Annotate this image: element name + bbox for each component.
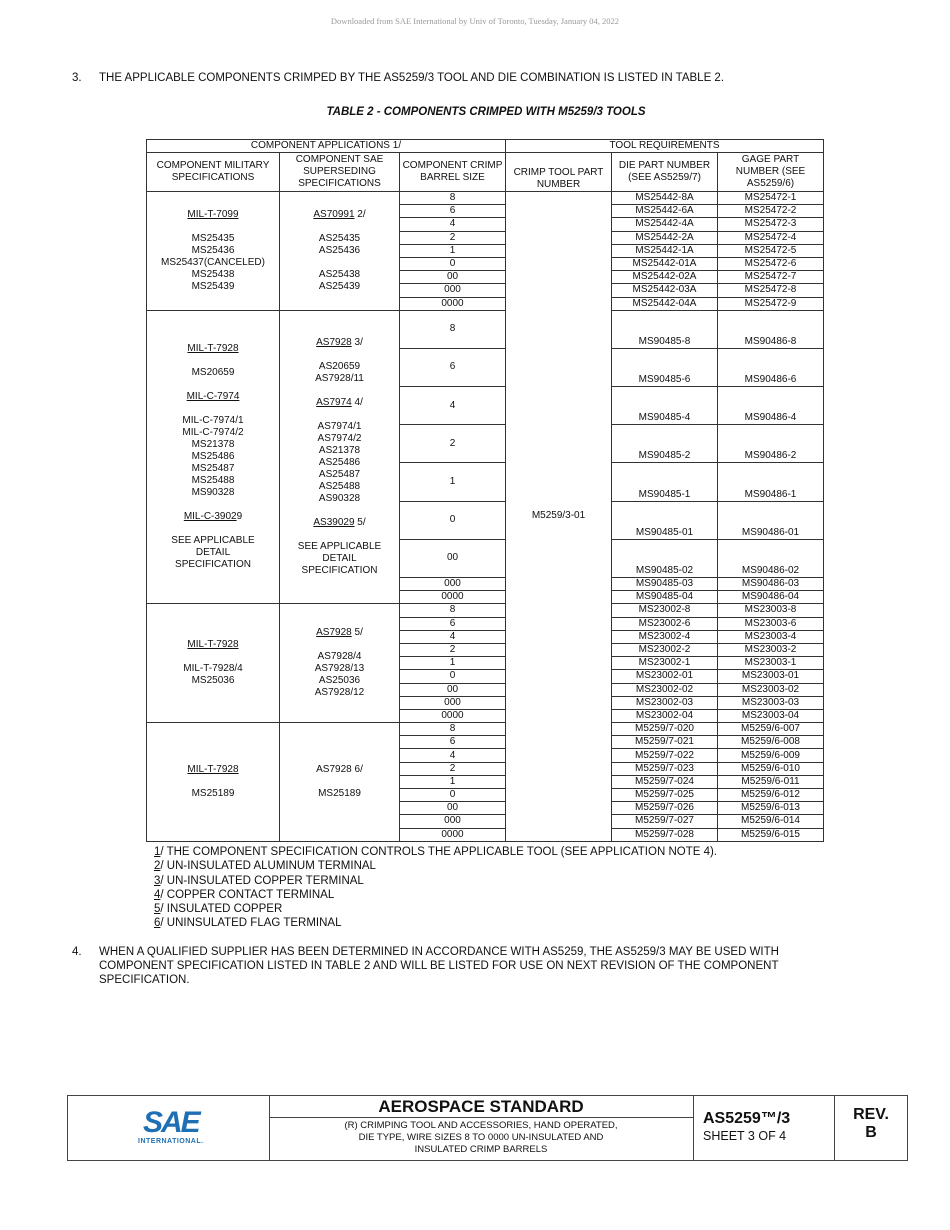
sae-spec: AS25486 (318, 457, 361, 469)
crimp-barrel-size: 0000 (400, 297, 506, 310)
crimp-barrel-size: 6 (400, 617, 506, 630)
crimp-barrel-size: 0 (400, 501, 506, 539)
note-number: 2 (154, 860, 161, 873)
document-type: AEROSPACE STANDARD (269, 1096, 693, 1118)
crimp-barrel-size: 2 (400, 762, 506, 775)
sae-spec: SPECIFICATION (301, 565, 378, 577)
sae-spec: SEE APPLICABLE (297, 541, 382, 553)
military-spec: MIL-C-7974/2 (182, 427, 244, 439)
die-part-number: MS23002-01 (612, 670, 718, 683)
military-spec: MIL-T-7099 (187, 208, 239, 220)
military-spec: MIL-T-7928/4 (183, 663, 243, 675)
die-part-number: M5259/7-022 (612, 749, 718, 762)
military-spec: MS25437(CANCELED) (161, 256, 265, 268)
column-header-row (147, 153, 824, 192)
paragraph-3 (72, 71, 852, 85)
crimp-barrel-size: 0000 (400, 709, 506, 722)
crimp-barrel-size: 8 (400, 192, 506, 205)
military-spec: SPECIFICATION (175, 559, 251, 571)
note-number: 1 (154, 846, 161, 858)
crimp-barrel-size: 4 (400, 630, 506, 643)
die-part-number: MS23002-02 (612, 683, 718, 696)
crimp-barrel-size: 8 (400, 310, 506, 348)
sae-spec: DETAIL (322, 553, 357, 565)
sae-spec: AS7928 5/ (316, 627, 363, 639)
die-part-number: MS90485-03 (612, 578, 718, 591)
gage-part-number: MS23003-04 (718, 709, 824, 722)
crimp-barrel-size: 1 (400, 463, 506, 501)
military-spec: MIL-C-39029 (183, 511, 243, 523)
military-spec (148, 379, 278, 391)
col-header-crimp-tool: CRIMP TOOL PART NUMBER (506, 153, 612, 192)
sae-spec: AS20659 (318, 361, 361, 373)
gage-part-number: MS90486-4 (718, 387, 824, 425)
sae-spec: AS7928/4 (317, 651, 362, 663)
sae-specs-cell (280, 723, 400, 842)
sheet-number: SHEET 3 OF 4 (703, 1129, 787, 1143)
sae-spec (281, 385, 398, 397)
paragraph-number: 4. (72, 946, 82, 958)
military-spec: MS25436 (191, 244, 235, 256)
crimp-barrel-size: 1 (400, 244, 506, 257)
die-part-number: MS90485-6 (612, 348, 718, 386)
table-row (147, 604, 824, 617)
sae-spec: AS25436 (318, 244, 361, 256)
die-part-number: MS25442-2A (612, 231, 718, 244)
title-cell (269, 1096, 694, 1160)
sae-spec: AS39029 5/ (313, 517, 366, 529)
paragraph-4 (72, 945, 852, 987)
gage-part-number: MS90486-8 (718, 310, 824, 348)
military-spec: MS25438 (191, 268, 235, 280)
military-spec (148, 355, 278, 367)
sae-spec: AS7974/1 (317, 421, 362, 433)
note-number: 3 (154, 874, 161, 887)
table-title: TABLE 2 - COMPONENTS CRIMPED WITH M5259/3 TOOLS (326, 106, 646, 118)
military-specs-cell (147, 310, 280, 604)
gage-part-number: M5259/6-010 (718, 762, 824, 775)
revision-letter: B (865, 1124, 877, 1141)
military-spec: MS25439 (191, 280, 235, 292)
document-number-cell (694, 1096, 835, 1160)
title-block (67, 1095, 908, 1161)
sae-spec: AS7928/13 (314, 663, 365, 675)
crimp-barrel-size: 6 (400, 348, 506, 386)
die-part-number: MS25442-04A (612, 297, 718, 310)
gage-part-number: MS25472-8 (718, 284, 824, 297)
table-row (147, 192, 824, 205)
sae-spec (281, 409, 398, 421)
sae-spec (281, 529, 398, 541)
die-part-number: M5259/7-021 (612, 736, 718, 749)
military-spec: MS25486 (191, 451, 235, 463)
die-part-number: MS25442-01A (612, 257, 718, 270)
military-spec: SEE APPLICABLE (171, 535, 255, 547)
sae-spec (281, 257, 398, 269)
sae-spec: AS25438 (318, 268, 361, 280)
crimp-barrel-size: 2 (400, 425, 506, 463)
table-note: 4/ COPPER CONTACT TERMINAL (154, 888, 335, 901)
crimp-barrel-size: 2 (400, 643, 506, 656)
military-spec: MIL-C-7974/1 (182, 415, 244, 427)
table-row (147, 723, 824, 736)
sae-spec (281, 776, 398, 788)
table-note: 5/ INSULATED COPPER (154, 903, 283, 916)
die-part-number: MS90485-4 (612, 387, 718, 425)
document-description (269, 1120, 693, 1156)
gage-part-number: MS90486-03 (718, 578, 824, 591)
military-spec: MS90328 (191, 487, 235, 499)
sae-spec (281, 221, 398, 233)
sae-spec: AS25435 (318, 232, 361, 244)
gage-part-number: M5259/6-007 (718, 723, 824, 736)
sae-logo (138, 1108, 204, 1145)
sae-spec: AS7974 4/ (316, 397, 363, 409)
crimp-barrel-size: 6 (400, 736, 506, 749)
description-line: DIE TYPE, WIRE SIZES 8 TO 0000 UN-INSULATED AND (358, 1132, 604, 1143)
crimp-barrel-size: 00 (400, 271, 506, 284)
die-part-number: MS25442-1A (612, 244, 718, 257)
crimp-barrel-size: 0 (400, 257, 506, 270)
download-watermark: Downloaded from SAE International by Univ of Toronto, Tuesday, January 04, 2022 (330, 16, 620, 26)
gage-part-number: MS25472-4 (718, 231, 824, 244)
sae-spec: AS70991 2/ (313, 208, 366, 220)
sae-spec: AS7974/2 (317, 433, 362, 445)
military-spec (148, 651, 278, 663)
die-part-number: MS25442-4A (612, 218, 718, 231)
die-part-number: MS23002-4 (612, 630, 718, 643)
military-spec: DETAIL (195, 547, 231, 559)
gage-part-number: M5259/6-008 (718, 736, 824, 749)
crimp-barrel-size: 0 (400, 789, 506, 802)
crimp-barrel-size: 8 (400, 723, 506, 736)
sae-spec: AS25036 (318, 675, 361, 687)
table-note: 3/ UN-INSULATED COPPER TERMINAL (154, 874, 364, 887)
die-part-number: MS25442-6A (612, 205, 718, 218)
sae-spec: AS90328 (318, 493, 361, 505)
military-spec: MS25487 (191, 463, 235, 475)
sae-spec: AS7928 6/ (316, 763, 363, 775)
sae-spec (281, 639, 398, 651)
crimp-barrel-size: 0000 (400, 828, 506, 841)
military-spec: MS25036 (191, 675, 235, 687)
description-line: INSULATED CRIMP BARRELS (414, 1144, 548, 1155)
sae-spec: AS25439 (318, 280, 361, 292)
gage-part-number: M5259/6-009 (718, 749, 824, 762)
col-header-military: COMPONENT MILITARY SPECIFICATIONS (147, 153, 280, 192)
military-specs-cell (147, 723, 280, 842)
die-part-number: MS23002-1 (612, 657, 718, 670)
crimp-barrel-size: 000 (400, 815, 506, 828)
gage-part-number: MS25472-5 (718, 244, 824, 257)
military-spec: MIL-T-7928 (187, 763, 239, 775)
paragraph-text: THE APPLICABLE COMPONENTS CRIMPED BY THE AS5259/3 TOOL AND DIE COMBINATION IS LISTED IN TABLE 2. (99, 72, 725, 84)
gage-part-number: MS23003-6 (718, 617, 824, 630)
crimp-barrel-size: 1 (400, 657, 506, 670)
gage-part-number: M5259/6-013 (718, 802, 824, 815)
gage-part-number: MS25472-2 (718, 205, 824, 218)
die-part-number: MS23002-8 (612, 604, 718, 617)
crimp-barrel-size: 000 (400, 284, 506, 297)
sae-spec: AS21378 (318, 445, 361, 457)
die-part-number: M5259/7-020 (612, 723, 718, 736)
gage-part-number: MS23003-2 (718, 643, 824, 656)
die-part-number: MS25442-03A (612, 284, 718, 297)
gage-part-number: MS90486-1 (718, 463, 824, 501)
note-number: 4 (154, 888, 161, 901)
crimp-barrel-size: 000 (400, 696, 506, 709)
crimp-barrel-size: 00 (400, 683, 506, 696)
components-table (146, 139, 824, 842)
die-part-number: M5259/7-024 (612, 775, 718, 788)
description-line: (R) CRIMPING TOOL AND ACCESSORIES, HAND OPERATED, (344, 1120, 618, 1131)
military-spec (148, 403, 278, 415)
sae-specs-cell (280, 604, 400, 723)
gage-part-number: M5259/6-015 (718, 828, 824, 841)
crimp-barrel-size: 2 (400, 231, 506, 244)
die-part-number: MS25442-8A (612, 192, 718, 205)
military-spec (148, 499, 278, 511)
gage-part-number: MS25472-9 (718, 297, 824, 310)
table-header-row (147, 140, 824, 153)
die-part-number: M5259/7-026 (612, 802, 718, 815)
military-spec (148, 776, 278, 788)
sae-spec: AS7928/12 (314, 687, 365, 699)
table-note: 2/ UN-INSULATED ALUMINUM TERMINAL (154, 860, 376, 873)
gage-part-number: MS25472-6 (718, 257, 824, 270)
component-applications-header: COMPONENT APPLICATIONS 1/ (147, 140, 506, 153)
gage-part-number: MS23003-02 (718, 683, 824, 696)
sae-spec: AS7928/11 (315, 373, 364, 385)
die-part-number: MS23002-03 (612, 696, 718, 709)
sae-spec: AS25488 (318, 481, 361, 493)
military-spec (148, 221, 278, 233)
die-part-number: MS90485-01 (612, 501, 718, 539)
gage-part-number: MS23003-01 (718, 670, 824, 683)
gage-part-number: MS23003-03 (718, 696, 824, 709)
die-part-number: MS90485-04 (612, 591, 718, 604)
die-part-number: MS90485-8 (612, 310, 718, 348)
die-part-number: MS90485-1 (612, 463, 718, 501)
crimp-barrel-size: 0000 (400, 591, 506, 604)
gage-part-number: MS25472-3 (718, 218, 824, 231)
gage-part-number: MS23003-4 (718, 630, 824, 643)
gage-part-number: MS25472-1 (718, 192, 824, 205)
die-part-number: M5259/7-028 (612, 828, 718, 841)
col-header-die: DIE PART NUMBER (SEE AS5259/7) (612, 153, 718, 192)
table-note: 6/ UNINSULATED FLAG TERMINAL (154, 917, 342, 930)
gage-part-number: M5259/6-011 (718, 775, 824, 788)
crimp-barrel-size: 4 (400, 218, 506, 231)
logo-cell (68, 1096, 270, 1160)
military-spec: MIL-T-7928 (187, 343, 239, 355)
sae-spec: MS25189 (318, 787, 361, 799)
military-spec: MS21378 (191, 439, 235, 451)
gage-part-number: MS90486-2 (718, 425, 824, 463)
tool-requirements-header: TOOL REQUIREMENTS (506, 140, 824, 153)
crimp-barrel-size: 4 (400, 387, 506, 425)
gage-part-number: MS90486-02 (718, 539, 824, 577)
crimp-barrel-size: 00 (400, 539, 506, 577)
sae-specs-cell (280, 310, 400, 604)
sae-logo-mark: SAE (142, 1106, 199, 1139)
table-notes (154, 845, 717, 931)
crimp-barrel-size: 00 (400, 802, 506, 815)
sae-specs-cell (280, 192, 400, 311)
col-header-gage: GAGE PART NUMBER (SEE AS5259/6) (718, 153, 824, 192)
sae-spec (281, 349, 398, 361)
gage-part-number: MS90486-04 (718, 591, 824, 604)
die-part-number: M5259/7-027 (612, 815, 718, 828)
die-part-number: MS25442-02A (612, 271, 718, 284)
col-header-sae: COMPONENT SAE SUPERSEDING SPECIFICATIONS (280, 153, 400, 192)
die-part-number: MS90485-02 (612, 539, 718, 577)
gage-part-number: MS25472-7 (718, 271, 824, 284)
gage-part-number: M5259/6-014 (718, 815, 824, 828)
gage-part-number: MS23003-8 (718, 604, 824, 617)
paragraph-text: WHEN A QUALIFIED SUPPLIER HAS BEEN DETERMINED IN ACCORDANCE WITH AS5259, THE AS5259/3 MAY BE USED WITH COMPONENT SPECIFICATION LISTED IN TABLE 2 AND WILL BE LISTED FOR USE ON NEXT REVISION OF THE COMPONENT SPECIFICATION. (99, 946, 779, 986)
die-part-number: MS23002-04 (612, 709, 718, 722)
sae-spec (281, 505, 398, 517)
military-spec (148, 523, 278, 535)
sae-spec: AS25487 (318, 469, 361, 481)
die-part-number: M5259/7-025 (612, 789, 718, 802)
crimp-barrel-size: 000 (400, 578, 506, 591)
military-specs-cell (147, 604, 280, 723)
military-spec: MIL-T-7928 (187, 639, 239, 651)
gage-part-number: M5259/6-012 (718, 789, 824, 802)
sae-spec: AS7928 3/ (316, 337, 363, 349)
military-spec: MS20659 (191, 367, 235, 379)
die-part-number: MS23002-6 (612, 617, 718, 630)
military-specs-cell (147, 192, 280, 311)
gage-part-number: MS90486-01 (718, 501, 824, 539)
military-spec: MS25435 (191, 232, 235, 244)
note-number: 5 (154, 903, 161, 916)
military-spec: MIL-C-7974 (186, 391, 240, 403)
crimp-barrel-size: 4 (400, 749, 506, 762)
table-note: 1/ THE COMPONENT SPECIFICATION CONTROLS THE APPLICABLE TOOL (SEE APPLICATION NOTE 4). (154, 846, 718, 858)
table-row (147, 310, 824, 348)
crimp-barrel-size: 1 (400, 775, 506, 788)
crimp-barrel-size: 8 (400, 604, 506, 617)
sae-logo-wordmark: INTERNATIONAL. (138, 1138, 204, 1145)
gage-part-number: MS23003-1 (718, 657, 824, 670)
col-header-size: COMPONENT CRIMP BARREL SIZE (400, 153, 506, 192)
crimp-tool-part-number: M5259/3-01 (506, 192, 612, 842)
die-part-number: M5259/7-023 (612, 762, 718, 775)
die-part-number: MS23002-2 (612, 643, 718, 656)
crimp-barrel-size: 0 (400, 670, 506, 683)
revision-label: REV. (853, 1106, 889, 1123)
gage-part-number: MS90486-6 (718, 348, 824, 386)
military-spec: MS25189 (191, 787, 235, 799)
note-number: 6 (154, 917, 161, 930)
revision-cell (835, 1096, 907, 1160)
paragraph-number: 3. (72, 72, 82, 84)
document-number: AS5259™/3 (703, 1110, 791, 1127)
military-spec: MS25488 (191, 475, 235, 487)
die-part-number: MS90485-2 (612, 425, 718, 463)
crimp-barrel-size: 6 (400, 205, 506, 218)
